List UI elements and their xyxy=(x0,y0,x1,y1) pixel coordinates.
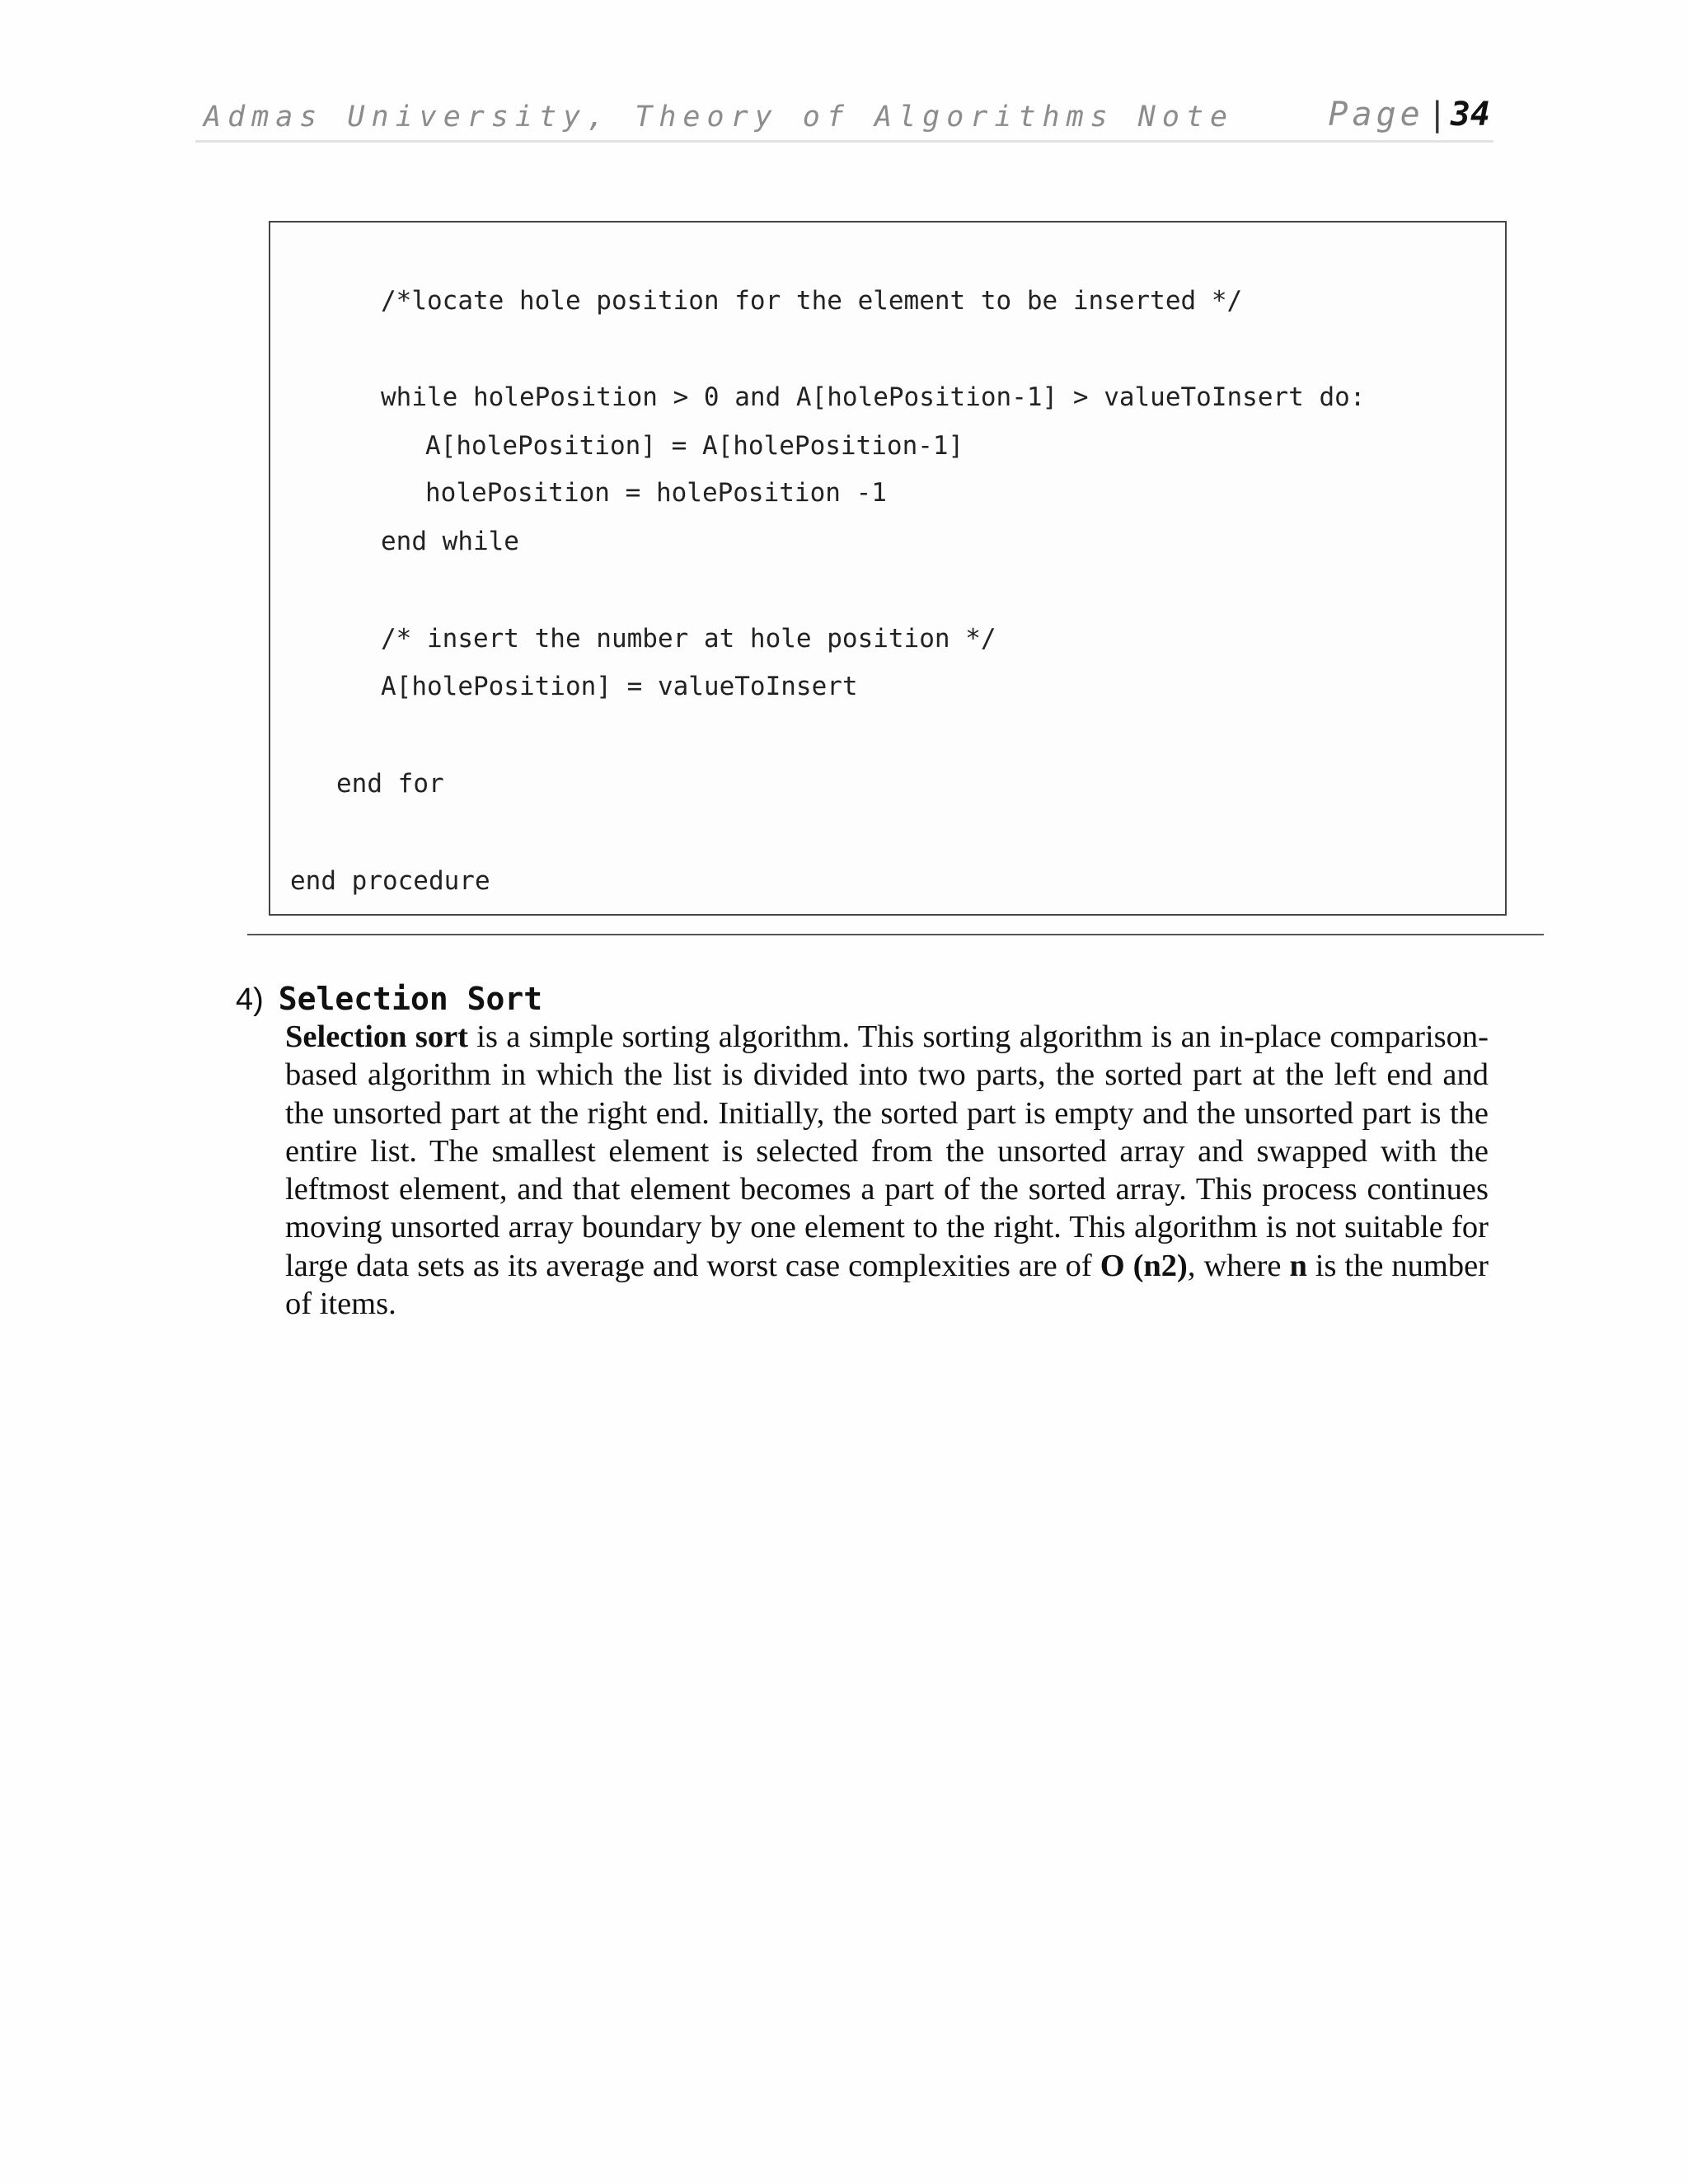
code-line: /*locate hole position for the element to be inserted */ xyxy=(381,286,1243,316)
section-heading xyxy=(236,981,542,1018)
section-divider xyxy=(247,934,1544,935)
term-selection-sort: Selection sort xyxy=(285,1019,468,1054)
variable-n: n xyxy=(1289,1248,1307,1283)
code-line: A[holePosition] = A[holePosition-1] xyxy=(425,431,964,461)
section-title: Selection Sort xyxy=(278,981,543,1017)
code-line: holePosition = holePosition -1 xyxy=(425,478,887,508)
paragraph-end: is the number of items. xyxy=(285,1248,1489,1322)
page-label: Page xyxy=(1328,96,1424,134)
code-line: end procedure xyxy=(290,866,490,896)
code-line: end for xyxy=(336,769,444,799)
section-paragraph xyxy=(285,1018,1489,1323)
paragraph-middle: , where xyxy=(1187,1248,1290,1283)
code-block xyxy=(269,221,1507,916)
complexity-notation: O (n2) xyxy=(1100,1248,1188,1283)
code-line: A[holePosition] = valueToInsert xyxy=(381,672,858,701)
page-separator: | xyxy=(1427,96,1447,134)
header-title: Admas University, Theory of Algorithms Note xyxy=(204,101,1235,134)
paragraph-body: is a simple sorting algorithm. This sorting algorithm is an in-place comparison-based algorithm in which the list is divided into two parts, the sorted part at the left end and the unsorted part at the right end. Initially, the sorted part is empty and the unsorted part is the entire list. The smallest element is selected from the unsorted array and swapped with the leftmost element, and that element becomes a part of the sorted array. This process continues moving unsorted array boundary by one element to the right. This algorithm is not suitable for large data sets as its average and worst case complexities are of xyxy=(285,1019,1489,1283)
code-line: /* insert the number at hole position */ xyxy=(381,624,996,654)
page-number: 34 xyxy=(1450,96,1490,134)
code-line: while holePosition > 0 and A[holePosition-1] > valueToInsert do: xyxy=(381,382,1366,412)
section-number: 4) xyxy=(236,982,264,1017)
page-header xyxy=(195,91,1493,143)
page-indicator xyxy=(1328,96,1490,134)
code-line: end while xyxy=(381,527,519,556)
